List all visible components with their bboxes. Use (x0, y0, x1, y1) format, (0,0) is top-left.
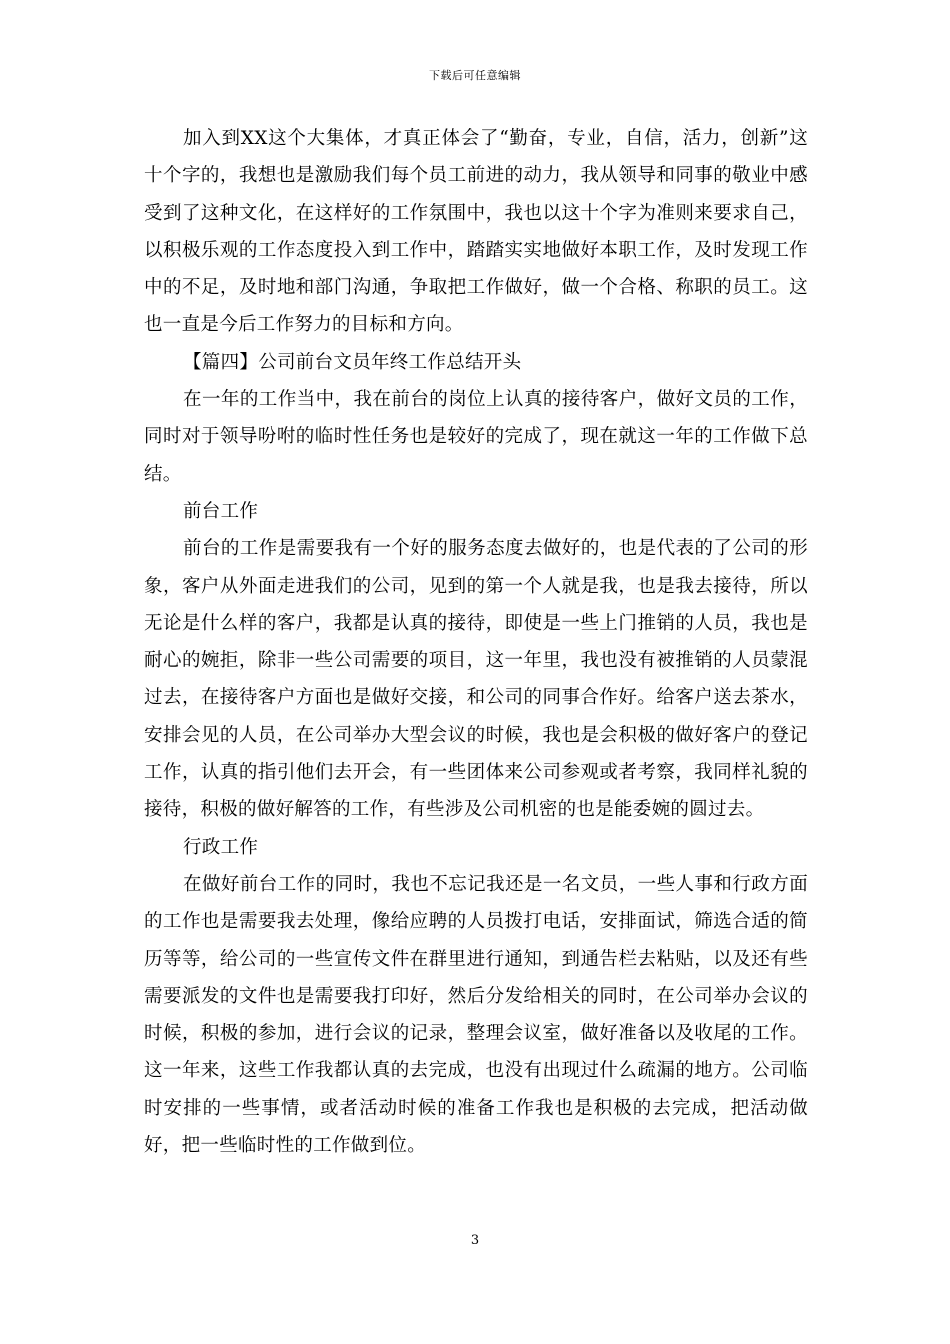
paragraph-administrative-work: 在做好前台工作的同时，我也不忘记我还是一名文员，一些人事和行政方面的工作也是需要我去处理，像给应聘的人员拨打电话，安排面试，筛选合适的简历等等，给公司的一些宣传文件在群里进行通知，到通告栏去粘贴，以及还有些需要派发的文件也是需要我打印好，然后分发给相关的同时，在公司举办会议的时候，积极的参加，进行会议的记录，整理会议室，做好准备以及收尾的工作。这一年来，这些工作我都认真的去完成，也没有出现过什么疏漏的地方。公司临时安排的一些事情，或者活动时候的准备工作我也是积极的去完成，把活动做好，把一些临时性的工作做到位。 (144, 873, 808, 1157)
document-body (144, 120, 808, 1164)
page-number: 3 (470, 1233, 480, 1248)
paragraph-front-desk-work: 前台的工作是需要我有一个好的服务态度去做好的，也是代表的了公司的形象，客户从外面走进我们的公司，见到的第一个人就是我，也是我去接待，所以无论是什么样的客户，我都是认真的接待，即使是一些上门推销的人员，我也是耐心的婉拒，除非一些公司需要的项目，这一年里，我也没有被推销的人员蒙混过去，在接待客户方面也是做好交接，和公司的同事合作好。给客户送去茶水，安排会见的人员，在公司举办大型会议的时候，我也是会积极的做好客户的登记工作，认真的指引他们去开会，有一些团体来公司参观或者考察，我同样礼貌的接待，积极的做好解答的工作，有些涉及公司机密的也是能委婉的圆过去。 (144, 538, 808, 821)
subheading-administrative-work: 行政工作 (183, 836, 259, 858)
subheading-front-desk-work: 前台工作 (183, 500, 259, 522)
paragraph-summary-intro: 在一年的工作当中，我在前台的岗位上认真的接待客户，做好文员的工作，同时对于领导吩咐的临时性任务也是较好的完成了，现在就这一年的工作做下总结。 (144, 389, 808, 485)
paragraph-intro-continued: 加入到XX这个大集体，才真正体会了“勤奋，专业，自信，活力，创新”这十个字的，我想也是激励我们每个员工前进的动力，我从领导和同事的敬业中感受到了这种文化，在这样好的工作氛围中，我也以这十个字为准则来要求自己，以积极乐观的工作态度投入到工作中，踏踏实实地做好本职工作，及时发现工作中的不足，及时地和部门沟通，争取把工作做好，做一个合格、称职的员工。这也一直是今后工作努力的目标和方向。 (144, 128, 808, 336)
page-header: 下载后可任意编辑 (429, 69, 521, 82)
section-heading-part-four: 【篇四】公司前台文员年终工作总结开头 (183, 351, 522, 373)
